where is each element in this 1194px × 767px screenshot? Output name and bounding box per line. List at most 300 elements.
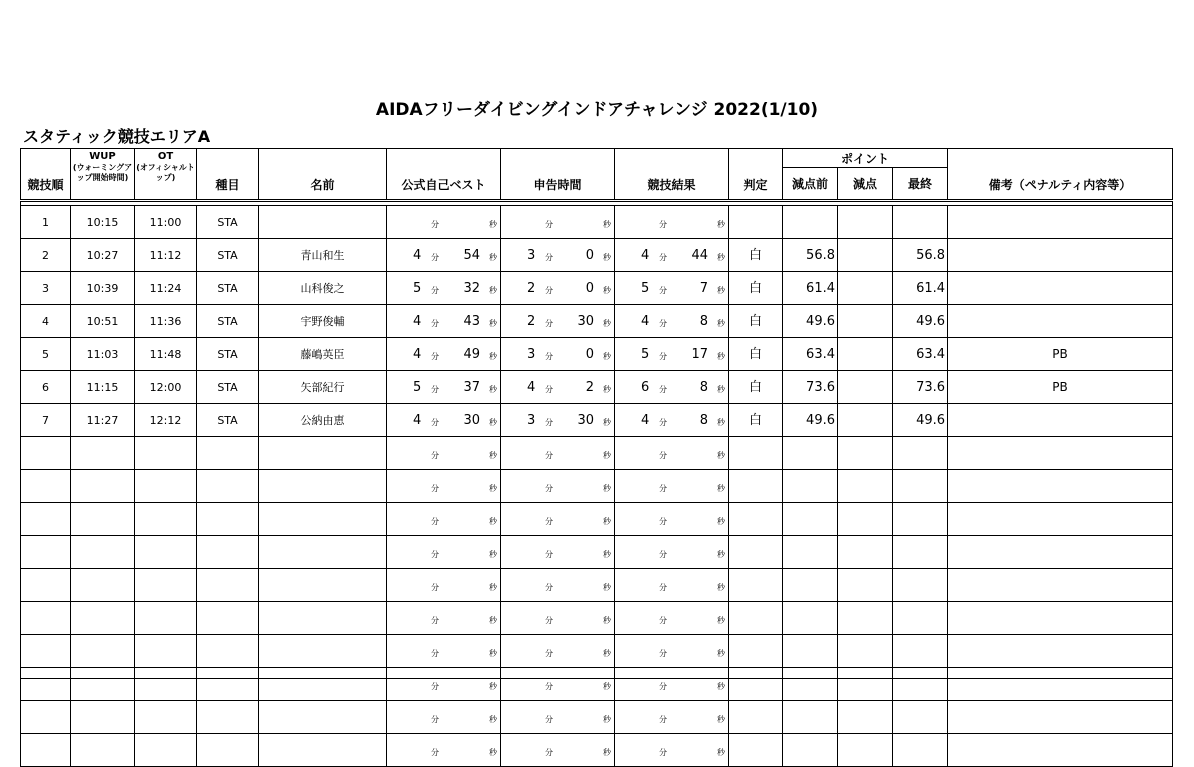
personal-best-cell: [387, 569, 501, 602]
penalty-cell: [838, 338, 893, 371]
personal-best-minutes: 5: [413, 281, 422, 296]
discipline-cell: STA: [197, 272, 259, 305]
minute-unit: 分: [545, 319, 553, 328]
announced-time-cell: [501, 668, 615, 701]
ot-cell: [135, 734, 197, 767]
final-points-cell: [893, 635, 948, 668]
personal-best-cell: [387, 239, 501, 272]
announced-time-seconds: 2: [585, 380, 594, 395]
penalty-cell: [838, 668, 893, 701]
final-points-cell: [893, 569, 948, 602]
second-unit: 秒: [603, 682, 611, 691]
result-cell: [615, 206, 729, 239]
minute-unit: 分: [659, 220, 667, 229]
second-unit: 秒: [603, 616, 611, 625]
minute-unit: 分: [545, 682, 553, 691]
second-unit: 秒: [603, 352, 611, 361]
remarks-cell: [948, 206, 1173, 239]
result-cell: [615, 437, 729, 470]
second-unit: 秒: [489, 484, 497, 493]
minute-unit: 分: [545, 583, 553, 592]
ot-cell: [135, 602, 197, 635]
minute-unit: 分: [659, 451, 667, 460]
minute-unit: 分: [545, 748, 553, 757]
minute-unit: 分: [659, 319, 667, 328]
wup-cell: [71, 701, 135, 734]
result-cell: [615, 404, 729, 437]
results-table: [20, 148, 1173, 767]
name-cell: [259, 569, 387, 602]
remarks-cell: [948, 437, 1173, 470]
personal-best-minutes: 4: [413, 314, 422, 329]
header-announced-time: 申告時間: [501, 149, 615, 201]
result-cell: [615, 371, 729, 404]
personal-best-seconds: 43: [463, 314, 480, 329]
remarks-cell: [948, 272, 1173, 305]
judge-cell: 白: [729, 404, 783, 437]
name-cell: 山科俊之: [259, 272, 387, 305]
second-unit: 秒: [603, 517, 611, 526]
announced-time-cell: [501, 371, 615, 404]
minute-unit: 分: [659, 550, 667, 559]
result-cell: [615, 239, 729, 272]
table-row: [21, 569, 1173, 602]
penalty-cell: [838, 602, 893, 635]
announced-time-cell: [501, 635, 615, 668]
judge-cell: [729, 536, 783, 569]
result-cell: [615, 668, 729, 701]
minute-unit: 分: [659, 385, 667, 394]
wup-cell: 11:03: [71, 338, 135, 371]
header-personal-best: 公式自己ベスト: [387, 149, 501, 201]
second-unit: 秒: [603, 286, 611, 295]
table-row: [21, 371, 1173, 404]
final-points-cell: [893, 536, 948, 569]
penalty-cell: [838, 734, 893, 767]
announced-time-seconds: 30: [577, 413, 594, 428]
result-seconds: 8: [699, 314, 708, 329]
name-cell: [259, 701, 387, 734]
second-unit: 秒: [717, 715, 725, 724]
personal-best-cell: [387, 503, 501, 536]
minute-unit: 分: [431, 649, 439, 658]
discipline-cell: [197, 569, 259, 602]
final-points-cell: [893, 437, 948, 470]
table-row: [21, 635, 1173, 668]
personal-best-cell: [387, 470, 501, 503]
minute-unit: 分: [545, 484, 553, 493]
ot-cell: 11:36: [135, 305, 197, 338]
result-cell: [615, 635, 729, 668]
remarks-cell: [948, 404, 1173, 437]
discipline-cell: [197, 668, 259, 701]
judge-cell: [729, 569, 783, 602]
discipline-cell: STA: [197, 338, 259, 371]
points-before-cell: [783, 701, 838, 734]
second-unit: 秒: [603, 583, 611, 592]
order-cell: [21, 734, 71, 767]
remarks-cell: [948, 305, 1173, 338]
points-before-cell: 73.6: [783, 371, 838, 404]
discipline-cell: [197, 635, 259, 668]
discipline-cell: [197, 536, 259, 569]
minute-unit: 分: [545, 451, 553, 460]
minute-unit: 分: [431, 385, 439, 394]
points-before-cell: [783, 569, 838, 602]
wup-cell: [71, 602, 135, 635]
order-cell: [21, 635, 71, 668]
wup-cell: [71, 437, 135, 470]
announced-time-minutes: 4: [527, 380, 536, 395]
minute-unit: 分: [545, 352, 553, 361]
result-minutes: 6: [641, 380, 650, 395]
second-unit: 秒: [717, 418, 725, 427]
order-cell: [21, 569, 71, 602]
penalty-cell: [838, 470, 893, 503]
announced-time-seconds: 0: [585, 281, 594, 296]
penalty-cell: [838, 635, 893, 668]
header-result: 競技結果: [615, 149, 729, 201]
second-unit: 秒: [489, 517, 497, 526]
minute-unit: 分: [659, 616, 667, 625]
minute-unit: 分: [659, 682, 667, 691]
penalty-cell: [838, 701, 893, 734]
result-cell: [615, 602, 729, 635]
header-name: 名前: [259, 149, 387, 201]
wup-cell: [71, 734, 135, 767]
discipline-cell: [197, 503, 259, 536]
bottom-rule: [20, 678, 1172, 679]
discipline-cell: STA: [197, 206, 259, 239]
personal-best-seconds: 54: [463, 248, 480, 263]
personal-best-cell: [387, 206, 501, 239]
final-points-cell: 63.4: [893, 338, 948, 371]
announced-time-seconds: 30: [577, 314, 594, 329]
wup-cell: 11:15: [71, 371, 135, 404]
second-unit: 秒: [717, 352, 725, 361]
table-row: [21, 206, 1173, 239]
header-wup-label: WUP: [89, 151, 116, 162]
second-unit: 秒: [489, 583, 497, 592]
points-before-cell: [783, 437, 838, 470]
minute-unit: 分: [431, 253, 439, 262]
ot-cell: [135, 503, 197, 536]
judge-cell: [729, 206, 783, 239]
points-before-cell: 61.4: [783, 272, 838, 305]
discipline-cell: [197, 701, 259, 734]
announced-time-minutes: 2: [527, 314, 536, 329]
wup-cell: [71, 503, 135, 536]
order-cell: 1: [21, 206, 71, 239]
order-cell: [21, 536, 71, 569]
penalty-cell: [838, 536, 893, 569]
name-cell: [259, 635, 387, 668]
discipline-cell: [197, 470, 259, 503]
penalty-cell: [838, 371, 893, 404]
name-cell: [259, 734, 387, 767]
header-ot: [135, 149, 197, 201]
second-unit: 秒: [603, 385, 611, 394]
second-unit: 秒: [717, 286, 725, 295]
name-cell: 宇野俊輔: [259, 305, 387, 338]
header-discipline: 種目: [197, 149, 259, 201]
penalty-cell: [838, 404, 893, 437]
second-unit: 秒: [603, 715, 611, 724]
judge-cell: [729, 701, 783, 734]
minute-unit: 分: [431, 352, 439, 361]
minute-unit: 分: [545, 715, 553, 724]
personal-best-minutes: 4: [413, 248, 422, 263]
minute-unit: 分: [545, 418, 553, 427]
ot-cell: [135, 635, 197, 668]
personal-best-seconds: 49: [463, 347, 480, 362]
penalty-cell: [838, 437, 893, 470]
second-unit: 秒: [603, 649, 611, 658]
second-unit: 秒: [603, 253, 611, 262]
judge-cell: [729, 668, 783, 701]
minute-unit: 分: [545, 616, 553, 625]
result-seconds: 17: [691, 347, 708, 362]
points-before-cell: [783, 668, 838, 701]
ot-cell: [135, 437, 197, 470]
table-row: [21, 470, 1173, 503]
second-unit: 秒: [717, 550, 725, 559]
second-unit: 秒: [717, 451, 725, 460]
minute-unit: 分: [431, 319, 439, 328]
minute-unit: 分: [431, 484, 439, 493]
order-cell: 2: [21, 239, 71, 272]
minute-unit: 分: [431, 583, 439, 592]
page-title: AIDAフリーダイビングインドアチャレンジ 2022(1/10): [375, 100, 819, 120]
table-row: [21, 437, 1173, 470]
minute-unit: 分: [659, 484, 667, 493]
remarks-cell: [948, 536, 1173, 569]
announced-time-cell: [501, 404, 615, 437]
minute-unit: 分: [545, 220, 553, 229]
final-points-cell: [893, 734, 948, 767]
minute-unit: 分: [545, 550, 553, 559]
order-cell: 4: [21, 305, 71, 338]
second-unit: 秒: [717, 748, 725, 757]
minute-unit: 分: [659, 583, 667, 592]
minute-unit: 分: [545, 649, 553, 658]
announced-time-cell: [501, 239, 615, 272]
personal-best-minutes: 5: [413, 380, 422, 395]
announced-time-minutes: 3: [527, 413, 536, 428]
second-unit: 秒: [717, 682, 725, 691]
result-cell: [615, 272, 729, 305]
wup-cell: [71, 536, 135, 569]
order-cell: [21, 470, 71, 503]
name-cell: [259, 503, 387, 536]
personal-best-seconds: 37: [463, 380, 480, 395]
table-row: [21, 536, 1173, 569]
discipline-cell: STA: [197, 239, 259, 272]
personal-best-cell: [387, 635, 501, 668]
final-points-cell: 73.6: [893, 371, 948, 404]
judge-cell: [729, 734, 783, 767]
header-wup: [71, 149, 135, 201]
ot-cell: [135, 701, 197, 734]
minute-unit: 分: [431, 418, 439, 427]
penalty-cell: [838, 206, 893, 239]
minute-unit: 分: [659, 748, 667, 757]
second-unit: 秒: [603, 484, 611, 493]
result-cell: [615, 470, 729, 503]
table-row: [21, 404, 1173, 437]
order-cell: [21, 701, 71, 734]
name-cell: 矢部紀行: [259, 371, 387, 404]
order-cell: 6: [21, 371, 71, 404]
second-unit: 秒: [489, 715, 497, 724]
result-seconds: 8: [699, 380, 708, 395]
second-unit: 秒: [717, 616, 725, 625]
announced-time-minutes: 2: [527, 281, 536, 296]
discipline-cell: STA: [197, 404, 259, 437]
announced-time-cell: [501, 305, 615, 338]
final-points-cell: [893, 602, 948, 635]
name-cell: [259, 437, 387, 470]
order-cell: 7: [21, 404, 71, 437]
second-unit: 秒: [489, 352, 497, 361]
points-before-cell: [783, 635, 838, 668]
table-row: [21, 734, 1173, 767]
personal-best-seconds: 30: [463, 413, 480, 428]
second-unit: 秒: [489, 682, 497, 691]
minute-unit: 分: [431, 286, 439, 295]
personal-best-cell: [387, 371, 501, 404]
personal-best-cell: [387, 437, 501, 470]
points-before-cell: [783, 470, 838, 503]
remarks-cell: [948, 668, 1173, 701]
points-before-cell: [783, 536, 838, 569]
ot-cell: 11:48: [135, 338, 197, 371]
minute-unit: 分: [431, 220, 439, 229]
result-minutes: 4: [641, 413, 650, 428]
name-cell: 青山和生: [259, 239, 387, 272]
table-row: [21, 503, 1173, 536]
ot-cell: [135, 536, 197, 569]
second-unit: 秒: [489, 286, 497, 295]
second-unit: 秒: [717, 319, 725, 328]
table-row: [21, 602, 1173, 635]
personal-best-cell: [387, 734, 501, 767]
discipline-cell: [197, 734, 259, 767]
ot-cell: [135, 470, 197, 503]
wup-cell: [71, 668, 135, 701]
header-remarks: 備考（ペナルティ内容等）: [948, 149, 1173, 201]
header-final: 最終: [893, 168, 948, 201]
name-cell: [259, 536, 387, 569]
result-minutes: 5: [641, 347, 650, 362]
second-unit: 秒: [489, 748, 497, 757]
announced-time-cell: [501, 470, 615, 503]
remarks-cell: [948, 734, 1173, 767]
personal-best-minutes: 4: [413, 413, 422, 428]
order-cell: 5: [21, 338, 71, 371]
second-unit: 秒: [717, 220, 725, 229]
wup-cell: 10:51: [71, 305, 135, 338]
second-unit: 秒: [489, 253, 497, 262]
minute-unit: 分: [545, 253, 553, 262]
second-unit: 秒: [603, 550, 611, 559]
section-subtitle: スタティック競技エリアA: [23, 127, 211, 146]
judge-cell: [729, 635, 783, 668]
results-sheet: [20, 148, 1172, 767]
discipline-cell: STA: [197, 371, 259, 404]
result-minutes: 4: [641, 248, 650, 263]
table-row: [21, 239, 1173, 272]
personal-best-cell: [387, 668, 501, 701]
second-unit: 秒: [717, 517, 725, 526]
table-row: [21, 701, 1173, 734]
second-unit: 秒: [489, 550, 497, 559]
minute-unit: 分: [545, 385, 553, 394]
name-cell: 藤嶋英臣: [259, 338, 387, 371]
minute-unit: 分: [659, 517, 667, 526]
final-points-cell: 49.6: [893, 404, 948, 437]
judge-cell: 白: [729, 239, 783, 272]
second-unit: 秒: [489, 616, 497, 625]
judge-cell: [729, 503, 783, 536]
result-cell: [615, 569, 729, 602]
announced-time-cell: [501, 206, 615, 239]
second-unit: 秒: [717, 583, 725, 592]
header-ot-note: (オフィシャルトップ): [136, 163, 195, 182]
remarks-cell: PB: [948, 338, 1173, 371]
order-cell: [21, 602, 71, 635]
personal-best-cell: [387, 338, 501, 371]
final-points-cell: 49.6: [893, 305, 948, 338]
second-unit: 秒: [717, 484, 725, 493]
second-unit: 秒: [489, 385, 497, 394]
personal-best-cell: [387, 305, 501, 338]
header-wup-note: (ウォーミングアップ開始時間): [72, 163, 133, 182]
judge-cell: [729, 437, 783, 470]
result-cell: [615, 701, 729, 734]
points-before-cell: 56.8: [783, 239, 838, 272]
second-unit: 秒: [489, 451, 497, 460]
name-cell: [259, 668, 387, 701]
second-unit: 秒: [489, 220, 497, 229]
remarks-cell: [948, 602, 1173, 635]
header-penalty: 減点: [838, 168, 893, 201]
minute-unit: 分: [431, 616, 439, 625]
announced-time-cell: [501, 338, 615, 371]
announced-time-cell: [501, 701, 615, 734]
header-order: 競技順: [21, 149, 71, 201]
personal-best-cell: [387, 536, 501, 569]
discipline-cell: [197, 437, 259, 470]
wup-cell: 10:15: [71, 206, 135, 239]
minute-unit: 分: [431, 451, 439, 460]
points-before-cell: 49.6: [783, 305, 838, 338]
announced-time-cell: [501, 272, 615, 305]
ot-cell: 11:24: [135, 272, 197, 305]
table-row: [21, 305, 1173, 338]
second-unit: 秒: [603, 319, 611, 328]
name-cell: 公納由恵: [259, 404, 387, 437]
name-cell: [259, 206, 387, 239]
discipline-cell: [197, 602, 259, 635]
minute-unit: 分: [431, 715, 439, 724]
second-unit: 秒: [603, 418, 611, 427]
minute-unit: 分: [659, 253, 667, 262]
result-seconds: 8: [699, 413, 708, 428]
minute-unit: 分: [431, 682, 439, 691]
personal-best-cell: [387, 272, 501, 305]
personal-best-minutes: 4: [413, 347, 422, 362]
